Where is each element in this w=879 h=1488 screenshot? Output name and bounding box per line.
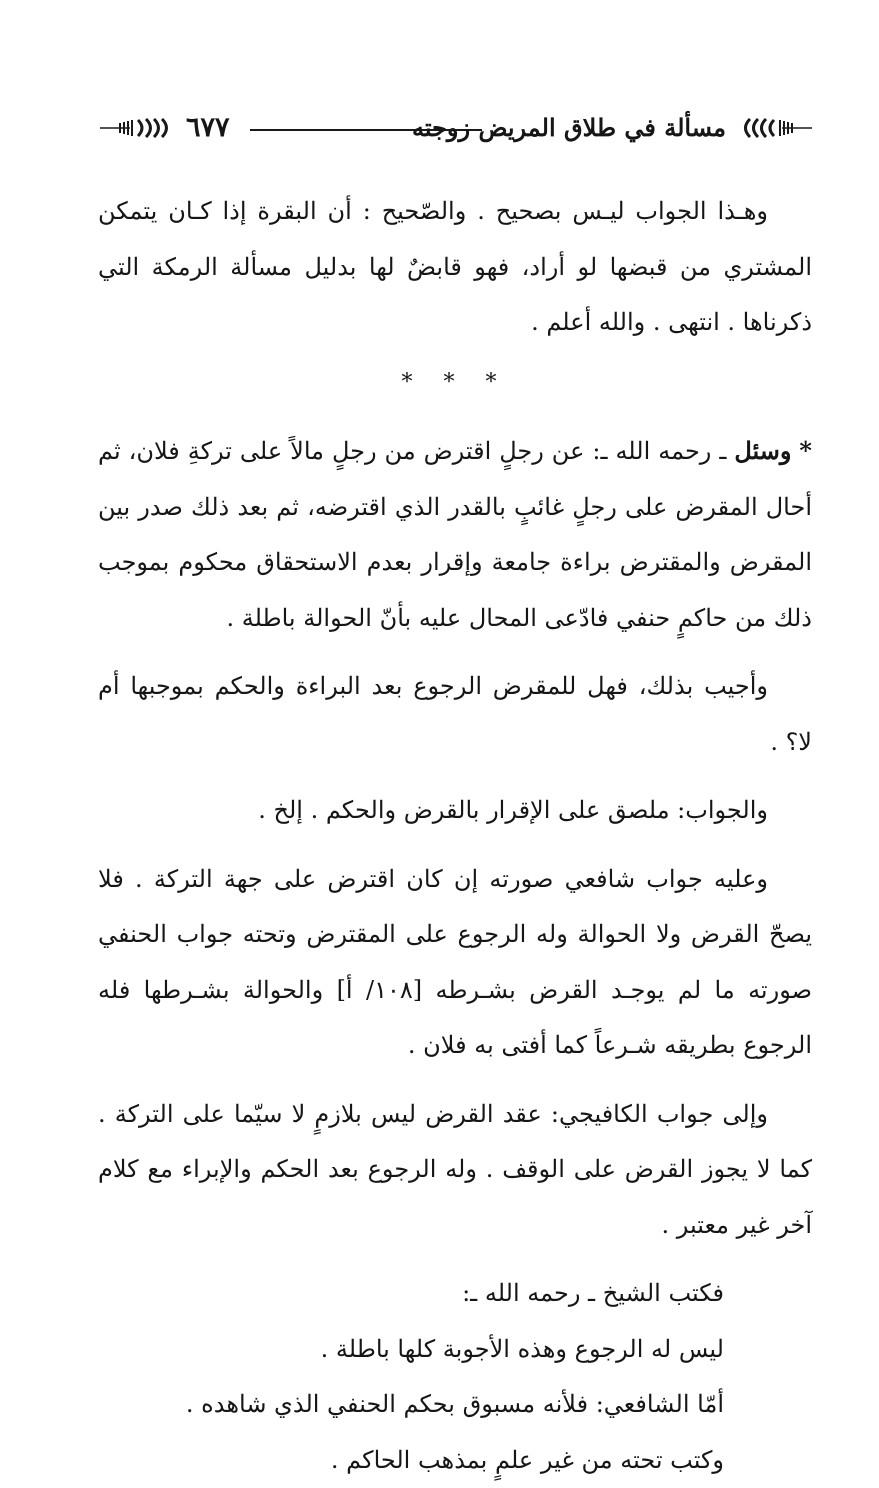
paragraph-answer: والجواب: ملصق على الإقرار بالقرض والحكم . إلخ . [98, 783, 812, 839]
paragraph-kafiji-answer: وإلى جواب الكافيجي: عقد القرض ليس بلازمٍ لا سيّما على التركة . كما لا يجوز القرض على الوقف . وله الرجوع بعد الحكم والإبراء مع كلام آخر غير معتبر . [98, 1087, 812, 1254]
line-shafii: أمّا الشافعي: فلأنه مسبوق بحكم الحنفي الذي شاهده . [98, 1377, 812, 1433]
section-separator: * * * [98, 355, 812, 411]
page-number: ٦٧٧ [186, 110, 230, 146]
question-lead: وسئل [734, 436, 791, 465]
running-header [100, 110, 812, 150]
paragraph-reply: وأجيب بذلك، فهل للمقرض الرجوع بعد البراءة والحكم بموجبها أم لا؟ . [98, 659, 812, 770]
running-title: مسألة في طلاق المريض زوجته [412, 110, 726, 146]
paragraph-question [98, 423, 812, 646]
line-no-return: ليس له الرجوع وهذه الأجوبة كلها باطلة . [98, 1322, 812, 1378]
line-sheikh-wrote: فكتب الشيخ ـ رحمه الله ـ: [98, 1266, 812, 1322]
paragraph-answer-end: وهـذا الجواب ليـس بصحيح . والصّحيح : أن البقرة إذا كـان يتمكن المشتري من قبضها لو أراد، فهو قابضٌ لها بدليل مسألة الرمكة التي ذكرناها . انتهى . والله أعلم . [98, 184, 812, 351]
question-text: ـ رحمه الله ـ: عن رجلٍ اقترض من رجلٍ مالاً على تركةِ فلان، ثم أحال المقرض على رجلٍ غائبٍ بالقدر الذي اقترضه، ثم بعد ذلك صدر بين المقرض والمقترض براءة جامعة وإقرار بعدم الاستحقاق محكوم بموجب ذلك من حاكمٍ حنفي فادّعى المحال عليه بأنّ الحوالة باطلة . [98, 437, 812, 632]
paragraph-shafii-answer: وعليه جواب شافعي صورته إن كان اقترض على جهة التركة . فلا يصحّ القرض ولا الحوالة وله الرجوع على المقترض وتحته جواب الحنفي صورته ما لم يوجـد القرض بشـرطه [١٠٨/ أ] والحوالة بشـرطها فله الرجوع بطريقه شـرعاً كما أفتى به فلان . [98, 852, 812, 1074]
question-marker-icon: * [799, 436, 812, 465]
line-wrote-beneath: وكتب تحته من غير علمٍ بمذهب الحاكم . [98, 1433, 812, 1488]
right-ornament-icon [734, 118, 812, 138]
left-ornament-icon [100, 118, 178, 138]
body-text [98, 184, 812, 1488]
